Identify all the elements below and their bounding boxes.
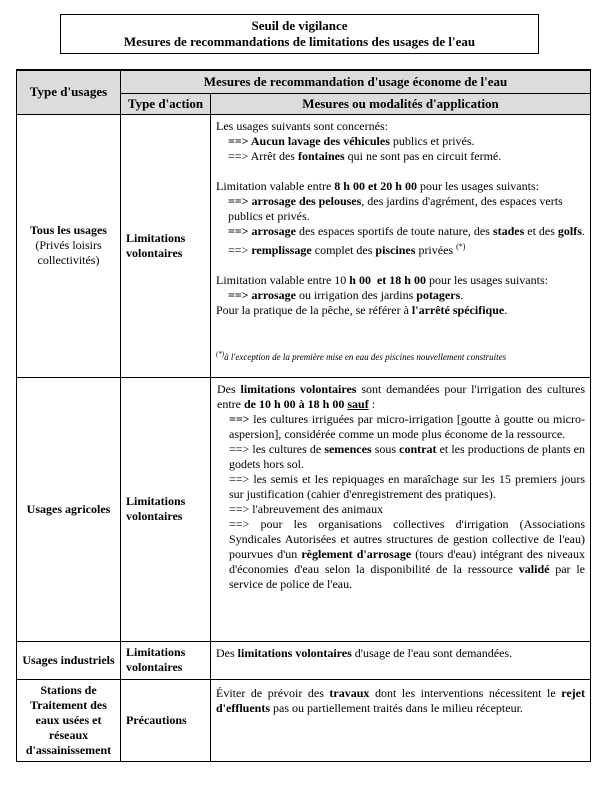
indus-text: Des limitations volontaires d'usage de l'eau sont demandées. [216, 645, 513, 660]
category-tous-usages [17, 114, 121, 377]
tous-item-fontaines: ==> Arrêt des fontaines qui ne sont pas en circuit fermé. [228, 148, 502, 163]
tous-intro-3: Limitation valable entre 10 h 00 et 18 h 00 pour les usages suivants: [216, 272, 548, 287]
document-title [60, 14, 539, 54]
header-mesures-group: Mesures de recommandation d'usage économe de l'eau [121, 70, 591, 93]
tous-item-lavage: ==> Aucun lavage des véhicules publics et privés. [228, 133, 475, 148]
table-row-tous-usages [17, 114, 591, 377]
tous-intro-2: Limitation valable entre 8 h 00 et 20 h 00 pour les usages suivants: [216, 178, 539, 193]
header-modalites: Mesures ou modalités d'application [211, 93, 591, 114]
agri-item-abreuvement: ==> l'abreuvement des animaux [229, 501, 384, 516]
action-stations: Précautions [121, 679, 211, 761]
title-line-2: Mesures de recommandations de limitations des usages de l'eau [123, 34, 476, 49]
measures-tous-usages [211, 114, 591, 377]
tous-item-pelouses: ==> arrosage des pelouses, des jardins d'agrément, des espaces verts publics et privés. [228, 193, 563, 223]
measures-agricoles [211, 377, 591, 641]
agri-intro: Des limitations volontaires sont demandées pour l'irrigation des cultures entre de 10 h 00 à 18 h 00 sauf : [217, 381, 585, 411]
measures-stations [211, 679, 591, 761]
category-industriels: Usages industriels [17, 641, 121, 679]
header-type-usages: Type d'usages [17, 70, 121, 114]
action-tous-usages: Limitations volontaires [121, 114, 211, 377]
title-line-1: Seuil de vigilance [251, 18, 348, 33]
category-tous-sub: (Privés loisirs collectivités) [35, 238, 102, 267]
tous-intro-1: Les usages suivants sont concernés: [216, 118, 388, 133]
action-agricoles: Limitations volontaires [121, 377, 211, 641]
header-row-1 [17, 70, 591, 93]
stations-text: Éviter de prévoir des travaux dont les interventions nécessitent le rejet d'effluents pas ou partiellement traités dans le milieu récepteur. [216, 685, 585, 715]
measures-industriels [211, 641, 591, 679]
agri-item-semences: ==> les cultures de semences sous contrat et les productions de plants en godets hors sol. [229, 441, 586, 471]
tous-item-piscines: ==> remplissage complet des piscines privées (*) [228, 241, 466, 257]
tous-peche: Pour la pratique de la pêche, se référer à l'arrêté spécifique. [216, 302, 508, 317]
header-type-action: Type d'action [121, 93, 211, 114]
table-row-agricoles [17, 377, 591, 641]
action-industriels: Limitations volontaires [121, 641, 211, 679]
category-stations: Stations de Traitement des eaux usées et réseaux d'assainissement [17, 679, 121, 761]
tous-footnote: (*)à l'exception de la première mise en eau des piscines nouvellement construites [216, 349, 507, 362]
agri-item-semis: ==> les semis et les repiquages en maraîchage sur les 15 premiers jours sur justification (cahier d'enregistrement des pratiques). [229, 471, 585, 501]
table-row-industriels [17, 641, 591, 679]
tous-item-potagers: ==> arrosage ou irrigation des jardins potagers. [228, 287, 464, 302]
agri-item-micro-irrigation: ==> les cultures irriguées par micro-irrigation [goutte à goutte ou micro-aspersion], considérée comme un mode plus économe de la ressource. [229, 411, 585, 441]
measures-table [16, 69, 591, 762]
tous-item-stades: ==> arrosage des espaces sportifs de toute nature, des stades et des golfs. [228, 223, 585, 238]
category-tous-main: Tous les usages [30, 223, 107, 237]
agri-item-organisations: ==> pour les organisations collectives d'irrigation (Associations Syndicales Autorisées et autres structures de gestion collective de l'eau) pourvues d'un règlement d'arrosage (tours d'eau) intégrant des niveaux d'économies d'eau selon la disponibilité de la ressource validé par le service de police de l'eau. [229, 516, 585, 591]
category-agricoles: Usages agricoles [17, 377, 121, 641]
table-row-stations [17, 679, 591, 761]
